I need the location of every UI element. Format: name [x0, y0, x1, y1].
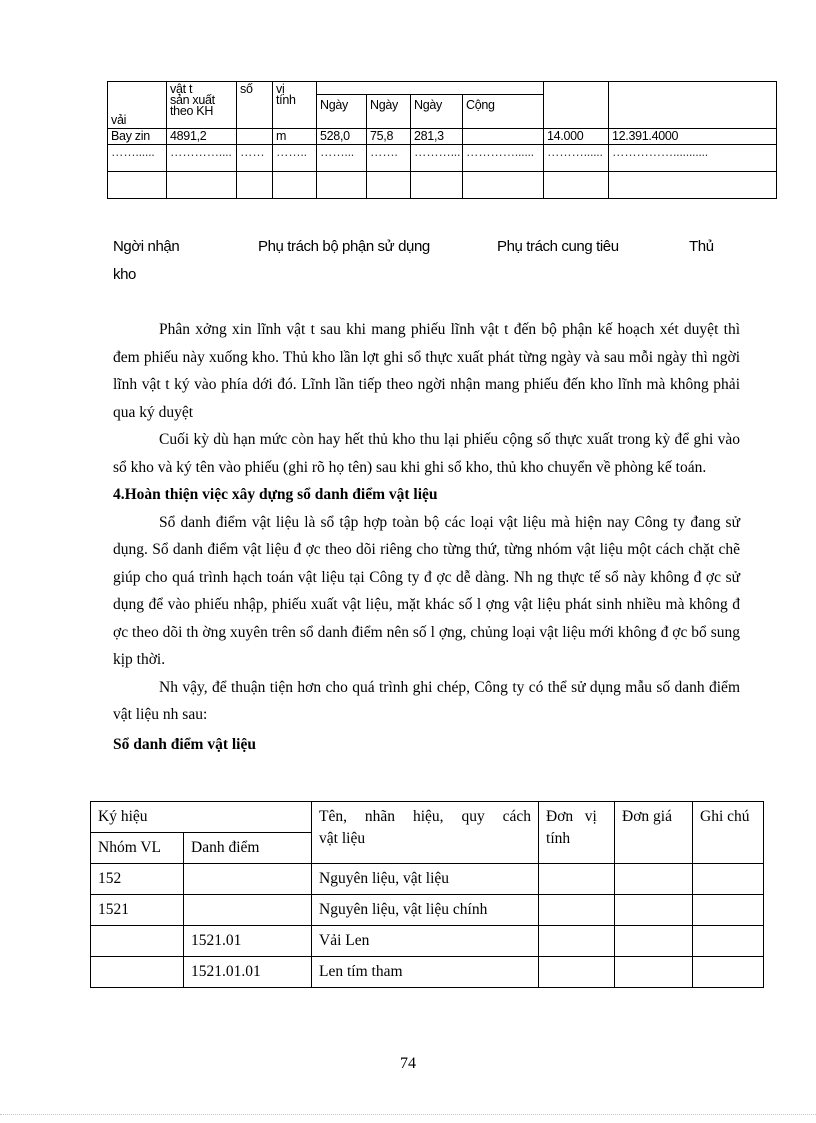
table-header-row — [108, 82, 777, 95]
header-name — [312, 802, 539, 864]
table-row-empty — [108, 172, 777, 199]
empty-cell — [273, 172, 317, 199]
header-days-span — [317, 82, 544, 95]
section-heading: 4.Hoàn thiện việc xây dựng sổ danh điểm vật liệu — [113, 486, 438, 503]
dots-cell: ……. — [367, 145, 411, 172]
cell-note — [693, 895, 764, 926]
signature-row — [113, 238, 733, 288]
cell-unit — [539, 895, 615, 926]
dots-cell: ………...... — [544, 145, 609, 172]
cell-note — [693, 957, 764, 988]
paragraph: Nh vậy, để thuận tiện hơn cho quá trình ghi chép, Công ty có thể sử dụng mẫu số danh điểm vật liệu nh sau: — [113, 678, 740, 723]
cell-note — [693, 864, 764, 895]
header-unit: vị tính — [273, 82, 317, 129]
cell-unit — [539, 957, 615, 988]
header-material: vật t sản xuất theo KH — [167, 82, 237, 129]
empty-cell — [237, 172, 273, 199]
page-edge-divider — [0, 1114, 816, 1115]
cell-day-1: 528,0 — [317, 129, 367, 145]
cell-unit — [539, 926, 615, 957]
document-body — [113, 316, 740, 758]
ledger-header-row — [91, 802, 764, 833]
dots-cell: ………... — [411, 145, 463, 172]
material-issue-table — [107, 81, 777, 199]
header-group: Nhóm VL — [91, 833, 184, 864]
cell-amount: 12.391.4000 — [609, 129, 777, 145]
page-number: 74 — [400, 1055, 416, 1072]
header-unit-line1: Đơn vị — [546, 808, 597, 825]
cell-code — [184, 895, 312, 926]
header-name-line1: Tên, nhãn hiệu, quy cách — [319, 808, 532, 825]
cell-group: 1521 — [91, 895, 184, 926]
table-row — [108, 129, 777, 145]
cell-name: Nguyên liệu, vật liệu chính — [312, 895, 539, 926]
empty-cell — [544, 172, 609, 199]
dots-cell: ……………........... — [609, 145, 777, 172]
table-row — [91, 957, 764, 988]
paragraph: Sổ danh điểm vật liệu là sổ tập hợp toàn bộ các loại vật liệu mà hiện nay Công ty đang sử dụng. Sổ danh điểm vật liệu đ ợc theo dõi riêng cho từng thứ, từng nhóm vật liệu một cách chặt chẽ giúp cho quá trình hạch toán vật liệu tại Công ty đ ợc dễ dàng. Nh ng thực tế sổ này không đ ợc sử dụng để vào phiếu nhập, phiếu xuất vật liệu, mặt khác số l ợng vật liệu phát sinh nhiều mà không đ ợc theo dõi th ờng xuyên trên sổ danh điểm nên số l ợng, chủng loại vật liệu mới không đ ợc bổ sung kịp thời. — [113, 513, 740, 668]
cell-price — [615, 926, 693, 957]
cell-day-2: 75,8 — [367, 129, 411, 145]
header-item: vải — [108, 82, 167, 129]
empty-cell — [463, 172, 544, 199]
cell-day-3: 281,3 — [411, 129, 463, 145]
dots-cell: ……... — [317, 145, 367, 172]
cell-price: 14.000 — [544, 129, 609, 145]
cell-price — [615, 895, 693, 926]
cell-price — [615, 864, 693, 895]
empty-cell — [367, 172, 411, 199]
empty-cell — [317, 172, 367, 199]
header-day-3: Ngày — [411, 95, 463, 129]
dots-cell: …… — [237, 145, 273, 172]
dots-cell: ………….... — [167, 145, 237, 172]
table-row — [91, 895, 764, 926]
table-row — [91, 926, 764, 957]
cell-total — [463, 129, 544, 145]
header-day-2: Ngày — [367, 95, 411, 129]
paragraph: Phân xởng xin lĩnh vật t sau khi mang phiếu lĩnh vật t đến bộ phận kế hoạch xét duyệt thì đem phiếu này xuống kho. Thủ kho lần lợt ghi sổ thực xuất phát từng ngày và sau mỗi ngày thì ngời lĩnh vật t ký vào phía dới đó. Lĩnh lần tiếp theo ngời nhận mang phiếu đến kho lĩnh mà không phải qua ký duyệt — [113, 321, 740, 421]
signature-usage-manager: Phụ trách bộ phận sử dụng — [258, 238, 430, 255]
cell-item: Bay zin — [108, 129, 167, 145]
cell-code — [184, 864, 312, 895]
cell-material: 4891,2 — [167, 129, 237, 145]
paragraph: Cuối kỳ dù hạn mức còn hay hết thủ kho thu lại phiếu cộng số thực xuất trong kỳ để ghi vào sổ kho và ký tên vào phiếu (ghi rõ họ tên) sau khi ghi sổ kho, thủ kho chuyển về phòng kế toán. — [113, 431, 740, 476]
empty-cell — [108, 172, 167, 199]
empty-cell — [411, 172, 463, 199]
signature-receiver: Ngời nhận — [113, 238, 180, 255]
header-price: Đơn giá — [615, 802, 693, 864]
ledger-table — [90, 801, 764, 988]
header-unit-line2: tính — [546, 830, 571, 847]
cell-name: Nguyên liệu, vật liệu — [312, 864, 539, 895]
header-day-1: Ngày — [317, 95, 367, 129]
dots-cell: …….. — [273, 145, 317, 172]
header-note: Ghi chú — [693, 802, 764, 864]
signature-storekeeper-cont: kho — [113, 266, 136, 283]
header-number: số — [237, 82, 273, 129]
header-code: Danh điểm — [184, 833, 312, 864]
cell-note — [693, 926, 764, 957]
dots-cell: ……...... — [108, 145, 167, 172]
cell-price — [615, 957, 693, 988]
header-symbol: Ký hiệu — [91, 802, 312, 833]
empty-cell — [167, 172, 237, 199]
header-price — [544, 82, 609, 129]
table-row — [91, 864, 764, 895]
signature-supply-manager: Phụ trách cung tiêu — [497, 238, 619, 255]
dots-cell: …………...... — [463, 145, 544, 172]
cell-name: Len tím tham — [312, 957, 539, 988]
table-caption: Sổ danh điểm vật liệu — [113, 735, 256, 753]
table-row-dots — [108, 145, 777, 172]
cell-group: 152 — [91, 864, 184, 895]
header-unit — [539, 802, 615, 864]
cell-code: 1521.01.01 — [184, 957, 312, 988]
cell-number — [237, 129, 273, 145]
signature-storekeeper: Thủ — [689, 238, 714, 255]
cell-unit — [539, 864, 615, 895]
header-name-line2: vật liệu — [319, 830, 366, 847]
cell-unit: m — [273, 129, 317, 145]
empty-cell — [609, 172, 777, 199]
header-total: Cộng — [463, 95, 544, 129]
cell-code: 1521.01 — [184, 926, 312, 957]
cell-group — [91, 926, 184, 957]
header-amount — [609, 82, 777, 129]
cell-name: Vải Len — [312, 926, 539, 957]
cell-group — [91, 957, 184, 988]
